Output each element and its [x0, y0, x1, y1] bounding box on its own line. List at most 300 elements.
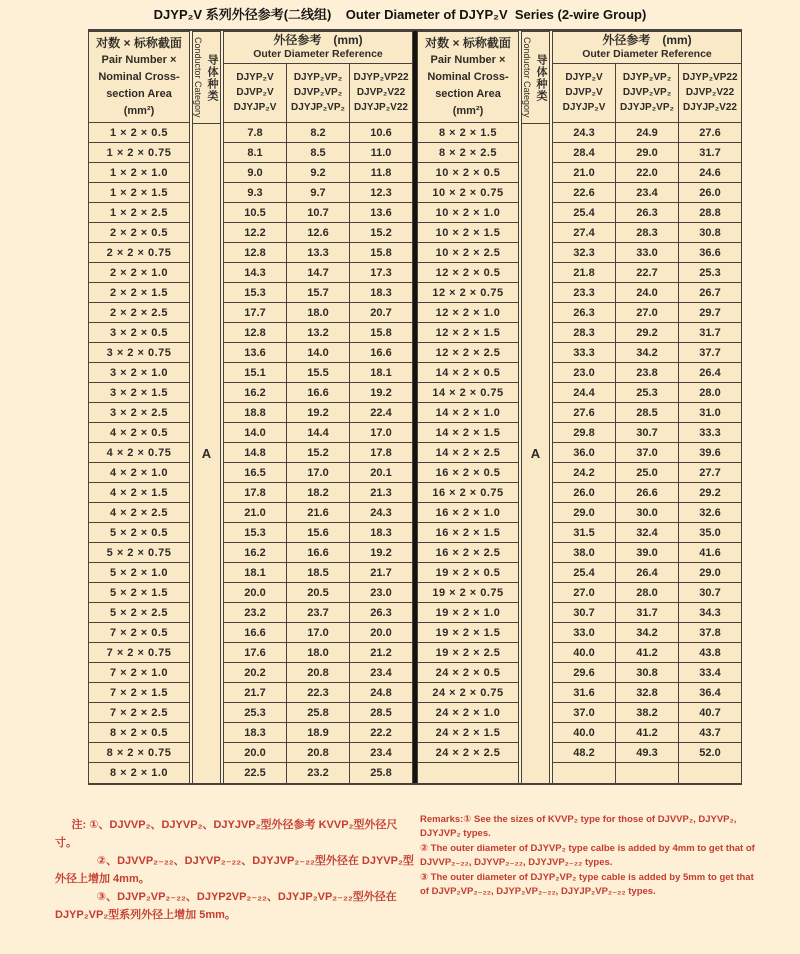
value-cell: 37.8	[699, 626, 721, 639]
value-cell: 34.2	[616, 623, 679, 642]
value-cell: 27.0	[553, 583, 616, 602]
pair-header-unit: (mm²)	[452, 104, 484, 117]
type-name: DJYP₂VP₂	[622, 72, 672, 84]
table-row	[224, 503, 412, 523]
table-row	[224, 763, 412, 783]
pair-size-cell: 12 × 2 × 2.5	[418, 343, 518, 363]
pair-size-cell: 14 × 2 × 1.0	[418, 403, 518, 423]
value-cell: 18.8	[224, 403, 287, 422]
table-row	[224, 323, 412, 343]
value-cell: 29.8	[553, 423, 616, 442]
table-row	[553, 683, 741, 703]
pair-size-cell: 3 × 2 × 1.0	[89, 363, 189, 383]
pair-size-cell: 8 × 2 × 0.75	[89, 743, 189, 763]
value-cell: 34.3	[699, 606, 721, 619]
pair-size-cell: 16 × 2 × 2.5	[418, 543, 518, 563]
pair-size-cell: 7 × 2 × 0.5	[89, 623, 189, 643]
table-row	[224, 283, 412, 303]
value-cell: 39.6	[699, 446, 721, 459]
table-row	[553, 263, 741, 283]
conductor-category-value: A	[530, 446, 541, 461]
value-cell	[679, 763, 741, 783]
note-zh-3: ③、DJVP₂VP₂₋₂₂、DJYP2VP₂₋₂₂、DJYJP₂VP₂₋₂₂型外径在 DJYP₂VP₂型系列外径上增加 5mm。	[55, 891, 397, 921]
table-row	[224, 123, 412, 143]
value-cell: 28.0	[616, 583, 679, 602]
value-cell: 16.6	[224, 623, 287, 642]
type-header-row	[553, 64, 741, 123]
value-cell: 26.6	[616, 483, 679, 502]
diameter-group-en: Outer Diameter Reference	[253, 48, 383, 61]
pair-size-rows	[418, 123, 518, 783]
value-cell: 18.0	[287, 303, 350, 322]
value-cell: 25.3	[616, 383, 679, 402]
note-zh-1: 注: ①、DJVVP₂、DJYVP₂、DJYJVP₂型外径参考 KVVP₂型外径尺寸。	[55, 819, 398, 849]
value-cell: 33.0	[553, 623, 616, 642]
table-row	[553, 143, 741, 163]
value-cell: 25.0	[616, 463, 679, 482]
value-cell: 24.3	[553, 123, 616, 142]
value-cell: 15.8	[370, 246, 392, 259]
value-cell: 16.2	[224, 543, 287, 562]
table-row	[224, 623, 412, 643]
table-row	[553, 463, 741, 483]
value-cell: 15.8	[370, 326, 392, 339]
value-cell: 33.3	[553, 343, 616, 362]
table-row	[553, 403, 741, 423]
value-cell: 30.8	[616, 663, 679, 682]
value-cell: 16.6	[370, 346, 392, 359]
pair-size-rows	[89, 123, 189, 783]
pair-size-cell: 3 × 2 × 2.5	[89, 403, 189, 423]
value-cell: 13.3	[287, 243, 350, 262]
value-cell: 32.6	[699, 506, 721, 519]
value-cell: 24.3	[370, 506, 392, 519]
table-row	[224, 483, 412, 503]
pair-size-cell: 24 × 2 × 1.0	[418, 703, 518, 723]
type-name: DJYP₂V	[565, 72, 603, 84]
page-title: DJYP₂V 系列外径参考(二线组) Outer Diameter of DJYP₂V Series (2-wire Group)	[153, 7, 647, 22]
conductor-category-value: A	[201, 446, 212, 461]
value-cell: 31.7	[616, 603, 679, 622]
type-name: DJVP₂VP₂	[293, 87, 343, 99]
table-row	[224, 163, 412, 183]
pair-size-cell: 19 × 2 × 0.75	[418, 583, 518, 603]
pair-size-cell: 5 × 2 × 1.0	[89, 563, 189, 583]
value-cell: 24.9	[616, 123, 679, 142]
value-cell: 29.2	[699, 486, 721, 499]
table-row	[224, 683, 412, 703]
value-rows	[553, 123, 741, 783]
table-row	[224, 643, 412, 663]
pair-header-en2: Nominal Cross-	[98, 70, 180, 83]
table-row	[224, 203, 412, 223]
value-cell: 20.0	[370, 626, 392, 639]
table-row	[224, 223, 412, 243]
value-cell: 36.4	[699, 686, 721, 699]
value-cell: 20.8	[287, 743, 350, 762]
table-row	[224, 363, 412, 383]
table-row	[224, 583, 412, 603]
value-cell: 17.8	[370, 446, 392, 459]
value-cell: 37.0	[553, 703, 616, 722]
value-cell: 25.8	[370, 767, 392, 779]
pair-size-cell: 16 × 2 × 1.5	[418, 523, 518, 543]
conductor-label-zh: 导体种类	[535, 53, 547, 102]
value-cell: 10.5	[224, 203, 287, 222]
pair-size-cell: 8 × 2 × 0.5	[89, 723, 189, 743]
value-cell: 31.7	[699, 326, 721, 339]
table-row	[224, 303, 412, 323]
value-cell: 12.3	[370, 186, 392, 199]
table-row	[224, 383, 412, 403]
table-row	[553, 623, 741, 643]
table-row	[553, 323, 741, 343]
table-row	[224, 263, 412, 283]
value-cell: 15.7	[287, 283, 350, 302]
pair-column-left	[88, 31, 190, 783]
pair-header-zh: 对数 × 标称截面	[425, 35, 511, 50]
type-name: DJYJP₂V22	[683, 102, 737, 114]
pair-size-cell: 10 × 2 × 2.5	[418, 243, 518, 263]
value-cell: 20.0	[224, 583, 287, 602]
value-cell: 40.7	[699, 706, 721, 719]
value-cell: 31.5	[553, 523, 616, 542]
pair-size-cell: 12 × 2 × 0.75	[418, 283, 518, 303]
pair-size-cell: 24 × 2 × 0.5	[418, 663, 518, 683]
value-cell: 38.2	[616, 703, 679, 722]
value-rows	[224, 123, 412, 783]
pair-size-cell: 7 × 2 × 2.5	[89, 703, 189, 723]
value-cell: 21.3	[370, 486, 392, 499]
value-cell: 41.2	[616, 723, 679, 742]
value-cell: 25.3	[224, 703, 287, 722]
pair-size-cell: 1 × 2 × 1.5	[89, 183, 189, 203]
pair-size-cell: 16 × 2 × 0.75	[418, 483, 518, 503]
pair-size-cell: 14 × 2 × 1.5	[418, 423, 518, 443]
value-cell: 49.3	[616, 743, 679, 762]
value-cell: 14.4	[287, 423, 350, 442]
pair-size-cell: 4 × 2 × 0.75	[89, 443, 189, 463]
value-cell: 21.2	[370, 646, 392, 659]
value-cell: 12.8	[224, 323, 287, 342]
table-left-half	[88, 31, 413, 783]
value-cell: 17.0	[370, 426, 392, 439]
table-row	[553, 763, 741, 783]
pair-size-cell: 2 × 2 × 1.5	[89, 283, 189, 303]
value-cell: 19.2	[370, 386, 392, 399]
table-row	[553, 663, 741, 683]
value-cell: 30.8	[699, 226, 721, 239]
value-cell: 17.0	[287, 463, 350, 482]
value-cell: 15.3	[224, 283, 287, 302]
type-header-cell	[350, 64, 412, 122]
value-cell: 17.6	[224, 643, 287, 662]
type-name: DJYJP₂VP₂	[291, 102, 345, 114]
table-row	[553, 363, 741, 383]
value-cell: 28.5	[370, 706, 392, 719]
value-cell: 11.0	[370, 146, 392, 159]
value-cell: 25.4	[553, 203, 616, 222]
table-row	[224, 723, 412, 743]
value-cell: 22.7	[616, 263, 679, 282]
pair-size-cell: 5 × 2 × 0.75	[89, 543, 189, 563]
pair-size-cell: 1 × 2 × 0.75	[89, 143, 189, 163]
table-row	[553, 483, 741, 503]
type-name: DJYJP₂V	[562, 102, 606, 114]
value-cell: 25.8	[287, 703, 350, 722]
value-cell: 29.0	[699, 566, 721, 579]
pair-size-cell: 14 × 2 × 0.75	[418, 383, 518, 403]
value-cell: 29.0	[553, 503, 616, 522]
value-cell: 22.4	[370, 406, 392, 419]
value-cell: 21.7	[224, 683, 287, 702]
value-cell: 26.4	[699, 366, 721, 379]
pair-header-en1: Pair Number ×	[430, 53, 506, 66]
conductor-label-zh: 导体种类	[206, 53, 218, 102]
value-cell: 48.2	[553, 743, 616, 762]
value-cell: 36.6	[699, 246, 721, 259]
value-cell: 18.3	[370, 526, 392, 539]
value-cell: 23.0	[553, 363, 616, 382]
pair-header	[418, 32, 518, 123]
value-cell: 18.0	[287, 643, 350, 662]
diameter-columns-right	[552, 31, 742, 783]
value-cell	[553, 763, 616, 783]
conductor-header	[193, 32, 220, 124]
conductor-category-cell	[522, 124, 549, 783]
pair-size-cell: 16 × 2 × 1.0	[418, 503, 518, 523]
value-cell: 16.6	[287, 543, 350, 562]
value-cell: 21.0	[553, 163, 616, 182]
value-cell: 27.7	[699, 466, 721, 479]
table-row	[553, 163, 741, 183]
value-cell: 13.2	[287, 323, 350, 342]
table-row	[553, 703, 741, 723]
value-cell: 18.3	[224, 723, 287, 742]
value-cell: 31.6	[553, 683, 616, 702]
type-name: DJYJP₂V	[233, 102, 277, 114]
value-cell: 26.3	[616, 203, 679, 222]
value-cell: 19.2	[370, 546, 392, 559]
table-row	[553, 303, 741, 323]
value-cell: 36.0	[553, 443, 616, 462]
table-row	[553, 183, 741, 203]
note-en-2: ② The outer diameter of DJYVP₂ type calbe is added by 4mm to get that of DJVVP₂₋₂₂, DJYVP₂₋₂₂, DJYJVP₂₋₂₂ types.	[420, 843, 755, 868]
value-cell: 18.2	[287, 483, 350, 502]
value-cell: 15.2	[287, 443, 350, 462]
diameter-group-en: Outer Diameter Reference	[582, 48, 712, 61]
value-cell: 32.8	[616, 683, 679, 702]
pair-size-cell: 4 × 2 × 1.0	[89, 463, 189, 483]
table-row	[224, 463, 412, 483]
value-cell: 33.4	[699, 666, 721, 679]
value-cell: 23.4	[370, 746, 392, 759]
pair-size-cell: 1 × 2 × 2.5	[89, 203, 189, 223]
value-cell: 27.6	[699, 126, 721, 139]
table-row	[553, 503, 741, 523]
value-cell: 37.0	[616, 443, 679, 462]
table-row	[553, 383, 741, 403]
type-name: DJYJP₂V22	[354, 102, 408, 114]
value-cell: 17.8	[224, 483, 287, 502]
table-row	[553, 223, 741, 243]
pair-size-cell: 3 × 2 × 0.75	[89, 343, 189, 363]
value-cell: 25.4	[553, 563, 616, 582]
value-cell: 23.7	[287, 603, 350, 622]
pair-header-en1: Pair Number ×	[101, 53, 177, 66]
pair-size-cell: 5 × 2 × 2.5	[89, 603, 189, 623]
table-row	[553, 203, 741, 223]
diameter-columns-left	[223, 31, 413, 783]
pair-column-right	[417, 31, 519, 783]
pair-size-cell: 14 × 2 × 2.5	[418, 443, 518, 463]
type-name: DJVP₂V22	[356, 87, 406, 99]
value-cell: 31.7	[699, 146, 721, 159]
value-cell: 33.0	[616, 243, 679, 262]
table-row	[553, 123, 741, 143]
pair-header	[89, 32, 189, 123]
pair-size-cell: 1 × 2 × 0.5	[89, 123, 189, 143]
pair-size-cell: 10 × 2 × 1.0	[418, 203, 518, 223]
value-cell: 24.4	[553, 383, 616, 402]
pair-size-cell: 12 × 2 × 1.5	[418, 323, 518, 343]
pair-size-cell: 24 × 2 × 2.5	[418, 743, 518, 763]
type-name: DJVP₂V22	[685, 87, 735, 99]
table-row	[224, 143, 412, 163]
value-cell: 27.6	[553, 403, 616, 422]
value-cell: 16.6	[287, 383, 350, 402]
value-cell: 9.2	[287, 163, 350, 182]
pair-size-cell: 2 × 2 × 0.5	[89, 223, 189, 243]
value-cell: 23.2	[287, 763, 350, 783]
value-cell: 20.7	[370, 306, 392, 319]
value-cell: 29.6	[553, 663, 616, 682]
pair-header-en2: Nominal Cross-	[427, 70, 509, 83]
value-cell: 8.1	[224, 143, 287, 162]
value-cell: 28.3	[616, 223, 679, 242]
pair-size-cell: 3 × 2 × 1.5	[89, 383, 189, 403]
value-cell: 10.6	[370, 126, 392, 139]
table-row	[553, 243, 741, 263]
value-cell: 15.2	[370, 226, 392, 239]
pair-size-cell: 19 × 2 × 2.5	[418, 643, 518, 663]
note-en-3: ③ The outer diameter of DJYP₂VP₂ type cable is added by 5mm to get that of DJVP₂VP₂₋₂₂, DJYP₂VP₂₋₂₂, DJYJP₂VP₂₋₂₂ types.	[420, 872, 754, 897]
value-cell: 14.0	[224, 423, 287, 442]
value-cell: 24.8	[370, 686, 392, 699]
pair-size-cell: 10 × 2 × 0.75	[418, 183, 518, 203]
pair-size-cell: 8 × 2 × 1.0	[109, 767, 169, 779]
value-cell: 39.0	[616, 543, 679, 562]
conductor-column-left	[192, 31, 221, 783]
value-cell: 18.9	[287, 723, 350, 742]
value-cell: 14.0	[287, 343, 350, 362]
value-cell: 34.2	[616, 343, 679, 362]
pair-size-cell: 12 × 2 × 0.5	[418, 263, 518, 283]
value-cell: 15.5	[287, 363, 350, 382]
value-cell: 22.6	[553, 183, 616, 202]
value-cell: 24.6	[699, 166, 721, 179]
conductor-label-en: Conductor Category	[522, 37, 532, 118]
pair-size-cell: 2 × 2 × 1.0	[89, 263, 189, 283]
value-cell: 40.0	[553, 723, 616, 742]
type-name: DJVP₂V	[236, 87, 274, 99]
value-cell: 31.0	[699, 406, 721, 419]
pair-size-cell: 2 × 2 × 2.5	[89, 303, 189, 323]
type-name: DJYP₂V	[236, 72, 274, 84]
notes-english	[420, 813, 756, 900]
diameter-table	[88, 29, 742, 785]
value-cell: 52.0	[699, 746, 721, 759]
value-cell: 8.5	[287, 143, 350, 162]
value-cell: 27.0	[616, 303, 679, 322]
diameter-group-zh: 外径参考 (mm)	[273, 33, 363, 48]
table-row	[224, 423, 412, 443]
table-right-half	[417, 31, 742, 783]
type-name: DJYP₂VP22	[682, 72, 738, 84]
value-cell: 16.5	[224, 463, 287, 482]
table-row	[224, 543, 412, 563]
value-cell: 26.4	[616, 563, 679, 582]
notes-chinese	[55, 816, 417, 924]
value-cell: 20.0	[224, 743, 287, 762]
table-row	[553, 643, 741, 663]
pair-size-cell: 14 × 2 × 0.5	[418, 363, 518, 383]
pair-size-cell: 12 × 2 × 1.0	[418, 303, 518, 323]
table-row	[553, 443, 741, 463]
pair-size-cell: 5 × 2 × 1.5	[89, 583, 189, 603]
value-cell: 14.3	[224, 263, 287, 282]
value-cell: 37.7	[699, 346, 721, 359]
type-header-cell	[553, 64, 616, 122]
pair-size-cell: 2 × 2 × 0.75	[89, 243, 189, 263]
value-cell: 7.8	[224, 123, 287, 142]
table-row	[224, 703, 412, 723]
value-cell: 30.7	[616, 423, 679, 442]
value-cell: 35.0	[699, 526, 721, 539]
value-cell: 23.4	[616, 183, 679, 202]
pair-size-cell: 5 × 2 × 0.5	[89, 523, 189, 543]
table-row	[224, 243, 412, 263]
pair-header-unit: (mm²)	[123, 104, 155, 117]
table-row	[553, 603, 741, 623]
value-cell	[616, 763, 679, 783]
conductor-header	[522, 32, 549, 124]
note-zh-2: ②、DJVVP₂₋₂₂、DJYVP₂₋₂₂、DJYJVP₂₋₂₂型外径在 DJYVP₂型外径上增加 4mm。	[55, 855, 414, 885]
value-cell: 26.7	[699, 286, 721, 299]
value-cell: 18.5	[287, 563, 350, 582]
table-row	[224, 403, 412, 423]
value-cell: 22.2	[370, 726, 392, 739]
note-en-1: Remarks:① See the sizes of KVVP₂ type for those of DJVVP₂, DJYVP₂, DJYJVP₂ types.	[420, 814, 737, 839]
value-cell: 16.2	[224, 383, 287, 402]
type-header-cell	[616, 64, 679, 122]
value-cell: 12.6	[287, 223, 350, 242]
value-cell: 15.1	[224, 363, 287, 382]
value-cell: 21.6	[287, 503, 350, 522]
value-cell: 9.3	[224, 183, 287, 202]
value-cell: 29.2	[616, 323, 679, 342]
table-row	[224, 563, 412, 583]
type-name: DJYP₂VP22	[353, 72, 409, 84]
table-row	[553, 523, 741, 543]
value-cell: 20.5	[287, 583, 350, 602]
diameter-group-header	[224, 32, 412, 64]
value-cell: 18.3	[370, 286, 392, 299]
value-cell: 27.4	[553, 223, 616, 242]
value-cell: 22.3	[287, 683, 350, 702]
value-cell: 22.0	[616, 163, 679, 182]
pair-size-cell: 16 × 2 × 0.5	[418, 463, 518, 483]
